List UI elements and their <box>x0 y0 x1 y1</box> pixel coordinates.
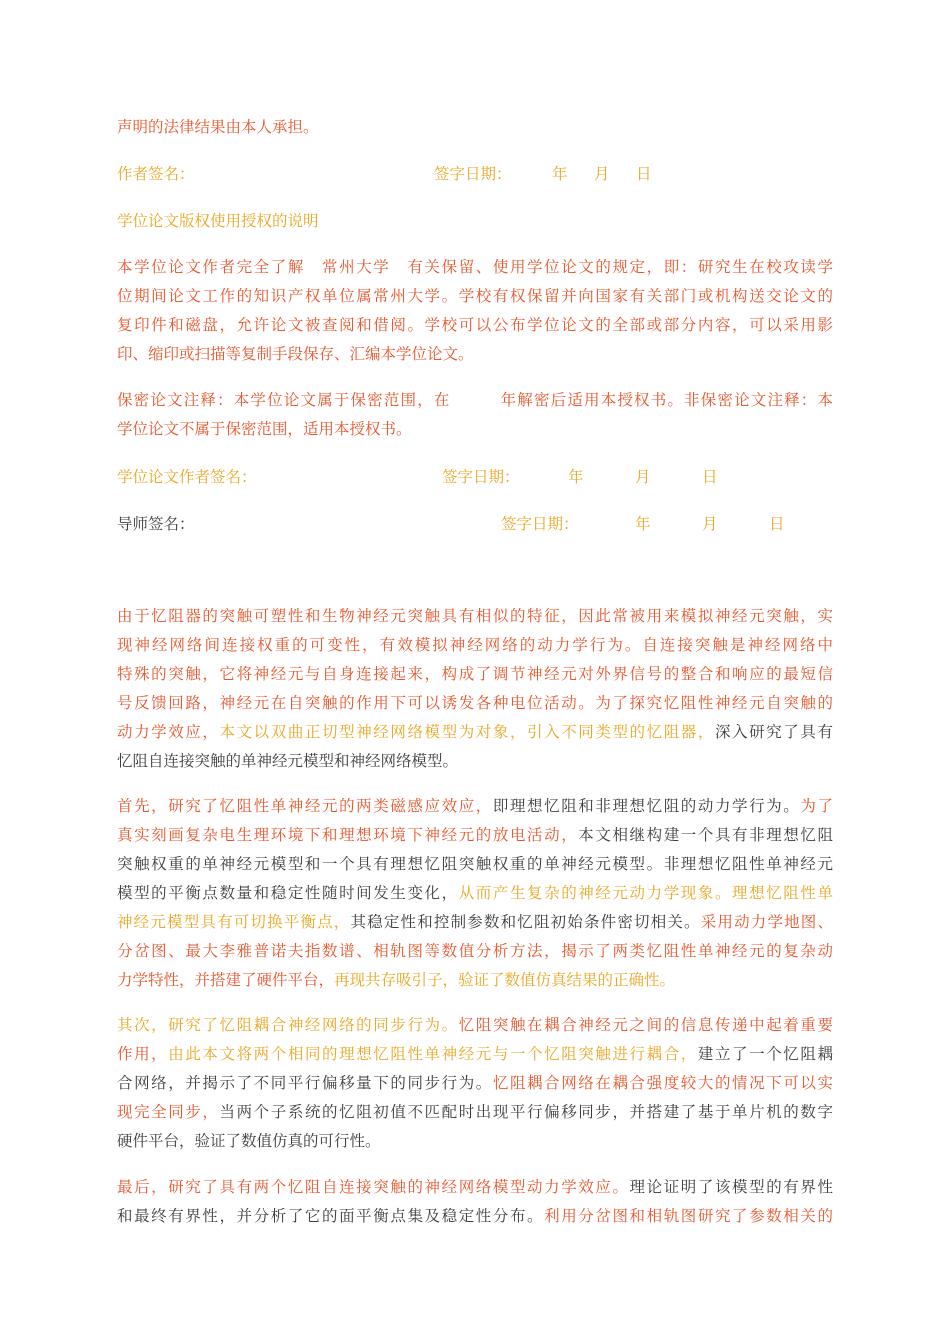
text-span: 忆阻耦合网络在耦合强度较大的情况下可以实 <box>492 1074 833 1092</box>
thesis-author-date-month: 月 <box>635 468 651 486</box>
paragraph-line <box>117 908 833 937</box>
thesis-author-date-label: 签字日期： <box>442 468 520 486</box>
text-span: 理论证明了该模型的有界性 <box>629 1178 833 1196</box>
text-span: 建立了一个忆阻耦 <box>697 1045 833 1063</box>
paragraph-line <box>117 879 833 908</box>
text-span: 首先，研究了忆阻性单神经元的两类磁感应效应， <box>117 797 493 815</box>
text-span: 模型的平衡点数量和稳定性随时间发生变化， <box>117 884 459 902</box>
author-date-year: 年 <box>552 165 568 183</box>
paragraph-line <box>117 1040 833 1069</box>
paragraph-line <box>117 821 833 850</box>
author-date-label: 签字日期： <box>434 165 512 183</box>
advisor-date-month: 月 <box>702 515 718 533</box>
text-span: 本文以双曲正切型神经网络模型为对象，引入不同类型的忆阻器， <box>219 723 715 741</box>
text-span: 动力学效应， <box>117 723 220 741</box>
text-span: 其次，研究了忆阻耦合神经网络的同步行为。 <box>117 1016 459 1034</box>
text-span: 再现共存吸引子，验证了数值仿真结果的正确性。 <box>334 971 676 989</box>
text-span: 作用， <box>117 1045 169 1063</box>
advisor-date-label: 签字日期： <box>501 515 579 533</box>
author-date-day: 日 <box>636 165 652 183</box>
paragraph-line <box>117 1098 833 1127</box>
thesis-author-date-year: 年 <box>568 468 584 486</box>
paragraph-line <box>117 966 833 995</box>
text-span: 现完全同步， <box>117 1103 220 1121</box>
paragraph-line: 特殊的突触，它将神经元与自身连接起来，构成了调节神经元对外界信号的整合和响应的最短信 <box>117 665 833 683</box>
paragraph-line: 复印件和磁盘，允许论文被查阅和借阅。学校可以公布学位论文的全部或部分内容，可以采用影 <box>117 316 833 334</box>
text-span: 从而产生复杂的神经元动力学现象。理想忆阻性单 <box>458 884 833 902</box>
author-date-month: 月 <box>594 165 610 183</box>
advisor-signature-label: 导师签名： <box>117 515 195 533</box>
author-signature-label: 作者签名： <box>117 165 195 183</box>
text-span: 和最终有界性，并分析了它的面平衡点集及稳定性分布。 <box>117 1207 545 1225</box>
text-span: 利用分岔图和相轨图研究了参数相关的 <box>544 1207 833 1225</box>
paragraph-line: 现神经网络间连接权重的可变性，有效模拟神经网络的动力学行为。自连接突触是神经网络中 <box>117 636 833 654</box>
text-span: 由此本文将两个相同的理想忆阻性单神经元与一个忆阻突触进行耦合， <box>168 1045 698 1063</box>
paragraph-line: 硬件平台，验证了数值仿真的可行性。 <box>117 1132 381 1150</box>
text-span: 即理想忆阻和非理想忆阻的动力学行为。 <box>492 797 801 815</box>
abstract-paragraph-3 <box>117 1011 833 1156</box>
text-span: 真实刻画复杂电生理环境下和理想环境下神经元的放电活动， <box>117 826 579 844</box>
text-span: 为了 <box>800 797 833 815</box>
paragraph-line: 位期间论文工作的知识产权单位属常州大学。学校有权保留并向国家有关部门或机构送交论文的 <box>117 287 833 305</box>
text-span: 采用动力学地图、 <box>700 913 833 931</box>
paragraph-line <box>117 1173 833 1202</box>
text-span: 当两个子系统的忆阻初值不匹配时出现平行偏移同步，并搭建了基于单片机的数字 <box>219 1103 833 1121</box>
paragraph-line: 突触权重的单神经元模型和一个具有理想忆阻突触权重的单神经元模型。非理想忆阻性单神经元 <box>117 855 833 873</box>
paragraph-line <box>117 1011 833 1040</box>
paragraph-line <box>117 1202 833 1231</box>
paragraph-line: 由于忆阻器的突触可塑性和生物神经元突触具有相似的特征，因此常被用来模拟神经元突触，实 <box>117 607 833 625</box>
advisor-date-day: 日 <box>769 515 785 533</box>
paragraph-line <box>117 1069 833 1098</box>
abstract-paragraph-4 <box>117 1173 833 1231</box>
paragraph-line: 忆阻自连接突触的单神经元模型和神经网络模型。 <box>117 752 459 770</box>
paragraph-line <box>117 718 833 747</box>
text-span: 本文相继构建一个具有非理想忆阻 <box>578 826 833 844</box>
text-span: 合网络，并揭示了不同平行偏移量下的同步行为。 <box>117 1074 493 1092</box>
authorization-title: 学位论文版权使用授权的说明 <box>117 212 319 230</box>
text-span: 神经元模型具有可切换平衡点， <box>117 913 351 931</box>
paragraph-line: 分岔图、最大李雅普诺夫指数谱、相轨图等数值分析方法，揭示了两类忆阻性单神经元的复杂动 <box>117 942 833 960</box>
paragraph-line: 学位论文不属于保密范围，适用本授权书。 <box>117 420 412 438</box>
paragraph-line: 号反馈回路，神经元在自突触的作用下可以诱发各种电位活动。为了探究忆阻性神经元自突触的 <box>117 694 833 712</box>
advisor-date-year: 年 <box>635 515 651 533</box>
text-span: 力学特性，并搭建了硬件平台， <box>117 971 335 989</box>
text-span: 忆阻突触在耦合神经元之间的信息传递中起着重要 <box>458 1016 833 1034</box>
text-span: 最后，研究了具有两个忆阻自连接突触的神经网络模型动力学效应。 <box>117 1178 630 1196</box>
paragraph-line <box>117 792 833 821</box>
thesis-author-date-day: 日 <box>702 468 718 486</box>
paragraph-line: 本学位论文作者完全了解 常州大学 有关保留、使用学位论文的规定，即：研究生在校攻读学 <box>117 258 833 276</box>
text-span: 其稳定性和控制参数和忆阻初始条件密切相关。 <box>350 913 701 931</box>
paragraph-line: 保密论文注释：本学位论文属于保密范围，在 年解密后适用本授权书。非保密论文注释：本 <box>117 391 833 409</box>
secrecy-note <box>117 386 833 444</box>
abstract-paragraph-1 <box>117 602 833 776</box>
authorization-paragraph <box>117 253 833 369</box>
paragraph-line: 印、缩印或扫描等复制手段保存、汇编本学位论文。 <box>117 345 474 363</box>
thesis-author-signature-label: 学位论文作者签名： <box>117 468 257 486</box>
abstract-paragraph-2 <box>117 792 833 995</box>
text-span: 深入研究了具有 <box>714 723 833 741</box>
declaration-end-line: 声明的法律结果由本人承担。 <box>117 118 319 136</box>
